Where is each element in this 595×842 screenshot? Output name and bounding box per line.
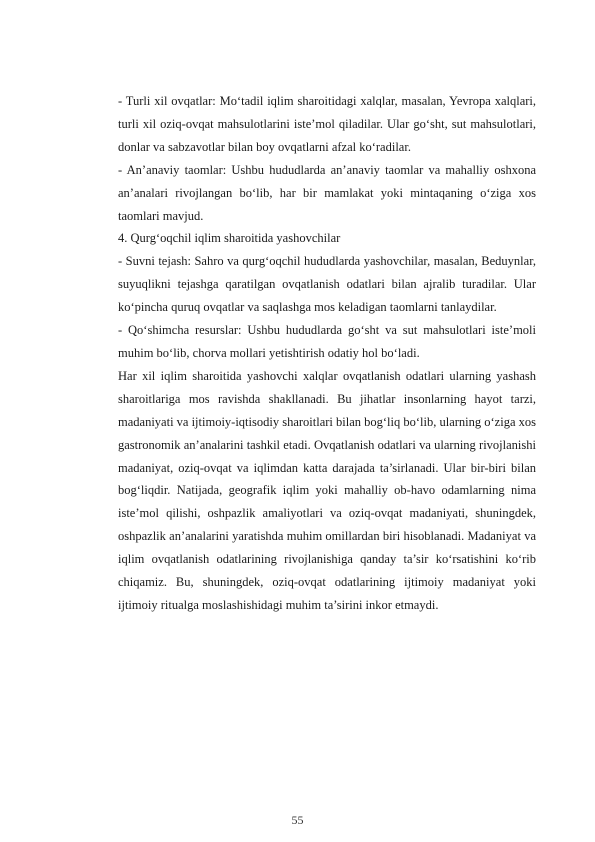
paragraph-ananaviy-taomlar: - An’anaviy taomlar: Ushbu hududlarda an’anaviy taomlar va mahalliy oshxona an’analari rivojlangan bo‘lib, har bir mamlakat yoki mintaqaning o‘ziga xos taomlari mavjud. [118, 162, 536, 223]
section-heading-qurgoqchil-iqlim: 4. Qurg‘oqchil iqlim sharoitida yashovchilar [118, 231, 341, 246]
paragraph-suvni-tejash: - Suvni tejash: Sahro va qurg‘oqchil hududlarda yashovchilar, masalan, Beduynlar, suyuqlikni tejashga qaratilgan ovqatlanish odatlari bilan ajralib turadilar. Ular ko‘pincha quruq ovqatlar va saqlashga mos keladigan taomlarni tanlaydilar. [118, 254, 536, 315]
paragraph-qoshimcha-resurslar: - Qo‘shimcha resurslar: Ushbu hududlarda go‘sht va sut mahsulotlari iste’moli muhim bo‘lib, chorva mollari yetishtirish odatiy hol bo‘ladi. [118, 323, 536, 360]
page-body [118, 90, 536, 617]
page-number: 55 [291, 813, 304, 827]
paragraph-turli-xil-ovqatlar: - Turli xil ovqatlar: Mo‘tadil iqlim sharoitidagi xalqlar, masalan, Yevropa xalqlari, turli xil oziq-ovqat mahsulotlarini iste’mol qiladilar. Ular go‘sht, sut mahsulotlari, donlar va sabzavotlar bilan boy ovqatlarni afzal ko‘radilar. [118, 94, 536, 154]
paragraph-conclusion: Har xil iqlim sharoitida yashovchi xalqlar ovqatlanish odatlari ularning yashash sharoitlariga mos ravishda shakllanadi. Bu jihatlar insonlarning hayot tarzi, madaniyati va ijtimoiy-iqtisodiy sharoitlari bilan bog‘liq bo‘lib, ularning o‘ziga xos gastronomik an’analarini tashkil etadi. Ovqatlanish odatlari va ularning rivojlanishi madaniyat, oziq-ovqat va iqlimdan katta darajada ta’sirlanadi. Ular bir-biri bilan bog‘liqdir. Natijada, geografik iqlim yoki mahalliy ob-havo odamlarning nima iste’mol qilishi, oshpazlik amaliyotlari va oziq-ovqat madaniyati, shuningdek, oshpazlik an’analarini yaratishda muhim omillardan biri hisoblanadi. Madaniyat va iqlim ovqatlanish odatlarining rivojlanishiga qanday ta’sir ko‘rsatishini ko‘rib chiqamiz. Bu, shuningdek, oziq-ovqat odatlarining ijtimoiy madaniyat yoki ijtimoiy ritualga moslashishidagi muhim ta’sirini inkor etmaydi. [118, 368, 536, 612]
